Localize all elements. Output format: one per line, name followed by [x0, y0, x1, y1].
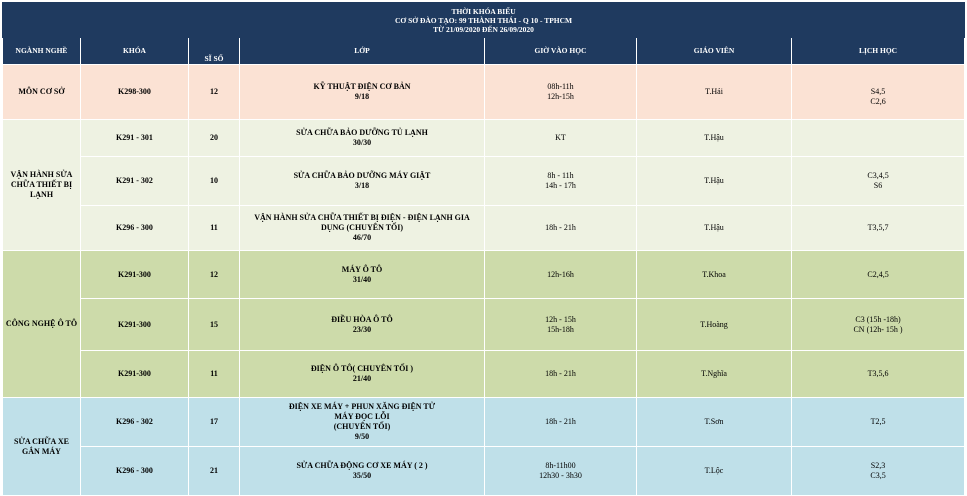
lich-hoc-cell-line: T2,5: [870, 417, 886, 426]
khoa-cell: K298-300: [81, 65, 189, 120]
lich-hoc-cell: [792, 351, 965, 398]
gio-cell-line: 12h-15h: [547, 92, 574, 101]
lop-cell-line: SỬA CHỮA BẢO DƯỠNG TỦ LẠNH: [296, 128, 428, 137]
gio-cell: [485, 351, 637, 398]
si-so-cell: 12: [189, 65, 240, 120]
si-so-cell: 21: [189, 447, 240, 496]
title-line-1: THỜI KHÓA BIỂU: [451, 6, 516, 16]
si-so-cell: 11: [189, 206, 240, 251]
gio-cell: [485, 299, 637, 351]
giao-vien-cell: T.Lộc: [637, 447, 792, 496]
table-row: [3, 398, 965, 447]
khoa-cell: K296 - 302: [81, 398, 189, 447]
lop-cell: [240, 206, 485, 251]
title-line-2: CƠ SỞ ĐÀO TẠO: 99 THÀNH THÁI - Q 10 - TPHCM: [394, 15, 573, 25]
khoa-cell: K291 - 302: [81, 157, 189, 206]
lop-cell-line: ĐIỆN XE MÁY + PHUN XĂNG ĐIỆN TỬ: [288, 402, 436, 411]
khoa-cell: K291-300: [81, 351, 189, 398]
giao-vien-cell: T.Nghĩa: [637, 351, 792, 398]
gio-cell-line: 12h-16h: [547, 269, 574, 279]
header-lich-hoc: LỊCH HỌC: [792, 38, 965, 65]
gio-cell-line: 15h-18h: [547, 324, 574, 334]
lop-cell: [240, 65, 485, 120]
table-row: [3, 351, 965, 398]
gio-cell: [485, 447, 637, 496]
si-so-cell: 17: [189, 398, 240, 447]
timetable-sheet: [2, 2, 964, 493]
group-name-cell: CÔNG NGHỆ Ô TÔ: [3, 251, 81, 398]
header-row: [3, 38, 965, 65]
lop-cell: [240, 351, 485, 398]
lop-cell: [240, 398, 485, 447]
lop-cell-line: ĐIỆN Ô TÔ( CHUYÊN TỐI ): [310, 364, 414, 373]
gio-cell: [485, 398, 637, 447]
khoa-cell: K291-300: [81, 251, 189, 299]
lich-hoc-cell: [792, 120, 965, 157]
title-row: [3, 3, 965, 38]
lop-cell-line: MÁY ĐỌC LỖI: [334, 412, 390, 421]
giao-vien-cell: T.Khoa: [637, 251, 792, 299]
lich-hoc-cell: [792, 299, 965, 351]
lich-hoc-cell-line: S2,3: [870, 461, 886, 470]
lop-cell-line: MÁY Ô TÔ: [341, 264, 383, 274]
lop-cell-line: KỸ THUẬT ĐIỆN CƠ BẢN: [313, 82, 411, 91]
gio-cell-line: 18h - 21h: [545, 369, 576, 378]
lop-cell: [240, 120, 485, 157]
lop-cell-line: 31/40: [352, 274, 372, 284]
gio-cell: [485, 251, 637, 299]
lich-hoc-cell: [792, 447, 965, 496]
lop-cell-line: 23/30: [352, 324, 372, 334]
si-so-cell: 15: [189, 299, 240, 351]
lop-cell-line: DỤNG (CHUYÊN TỐI): [320, 223, 404, 232]
table-row: [3, 206, 965, 251]
lop-cell-line: SỬA CHỮA ĐỘNG CƠ XE MÁY ( 2 ): [296, 461, 428, 470]
lich-hoc-cell-line: CN (12h- 15h ): [853, 324, 903, 334]
lop-cell-line: SỬA CHỮA BẢO DƯỠNG MÁY GIẶT: [293, 171, 431, 180]
khoa-cell: K291 - 301: [81, 120, 189, 157]
giao-vien-cell: T.Hoàng: [637, 299, 792, 351]
lop-cell-line: 9/50: [354, 432, 370, 441]
header-gio-vao-hoc: GIỜ VÀO HỌC: [485, 38, 637, 65]
si-so-cell: 12: [189, 251, 240, 299]
khoa-cell: K296 - 300: [81, 447, 189, 496]
lich-hoc-cell-line: T3,5,7: [867, 223, 889, 232]
lich-hoc-cell-line: S6: [873, 181, 883, 190]
lich-hoc-cell-line: C3,4,5: [867, 171, 889, 180]
giao-vien-cell: T.Hậu: [637, 120, 792, 157]
header-khoa: KHÓA: [81, 38, 189, 65]
lich-hoc-cell: [792, 157, 965, 206]
lop-cell-line: 21/40: [352, 374, 372, 383]
gio-cell: [485, 120, 637, 157]
gio-cell: [485, 206, 637, 251]
group-name-cell: MÔN CƠ SỞ: [3, 65, 81, 120]
lop-cell-line: ĐIỀU HÒA Ô TÔ: [331, 314, 393, 324]
gio-cell-line: 18h - 21h: [545, 417, 576, 426]
lich-hoc-cell: [792, 398, 965, 447]
gio-cell-line: 8h - 11h: [547, 171, 574, 180]
header-lop: LỚP: [240, 38, 485, 65]
lich-hoc-cell: [792, 251, 965, 299]
giao-vien-cell: T.Sơn: [637, 398, 792, 447]
table-row: [3, 299, 965, 351]
lop-cell-line: 35/50: [352, 471, 372, 480]
si-so-cell: 11: [189, 351, 240, 398]
lich-hoc-cell-line: C2,6: [870, 96, 886, 106]
lich-hoc-cell-line: C2,4,5: [867, 269, 889, 279]
lop-cell-line: 30/30: [352, 138, 372, 147]
lich-hoc-cell: [792, 206, 965, 251]
lop-cell-line: 9/18: [354, 92, 370, 101]
lich-hoc-cell-line: C3,5: [870, 471, 886, 480]
group-name-cell: SỬA CHỮA XE GẮN MÁY: [3, 398, 81, 496]
lop-cell: [240, 299, 485, 351]
lop-cell-line: 3/18: [354, 181, 370, 190]
gio-cell-line: 12h30 - 3h30: [539, 471, 582, 480]
gio-cell: [485, 157, 637, 206]
gio-cell-line: 12h - 15h: [545, 314, 576, 324]
giao-vien-cell: T.Hải: [637, 65, 792, 120]
lop-cell: [240, 251, 485, 299]
si-so-cell: 20: [189, 120, 240, 157]
lop-cell: [240, 157, 485, 206]
table-row: [3, 65, 965, 120]
khoa-cell: K291-300: [81, 299, 189, 351]
lop-cell-line: (CHUYÊN TỐI): [333, 422, 391, 431]
table-row: [3, 251, 965, 299]
lich-hoc-cell-line: S4,5: [870, 86, 886, 96]
giao-vien-cell: T.Hậu: [637, 206, 792, 251]
khoa-cell: K296 - 300: [81, 206, 189, 251]
title-line-3: TỪ 21/09/2020 ĐẾN 26/09/2020: [433, 24, 534, 34]
table-row: [3, 157, 965, 206]
gio-cell-line: KT: [555, 133, 566, 142]
lich-hoc-cell-line: C3 (15h -18h): [855, 314, 901, 324]
gio-cell-line: 14h - 17h: [545, 181, 576, 190]
si-so-cell: 10: [189, 157, 240, 206]
header-si-so: SĨ SỐ: [189, 38, 240, 65]
gio-cell-line: 18h - 21h: [545, 223, 576, 232]
table-row: [3, 120, 965, 157]
group-name-cell: VẬN HÀNH SỬA CHỮA THIẾT BỊ LẠNH: [3, 120, 81, 251]
giao-vien-cell: T.Hậu: [637, 157, 792, 206]
table-row: [3, 447, 965, 496]
lich-hoc-cell: [792, 65, 965, 120]
lop-cell-line: 46/70: [352, 233, 372, 242]
lich-hoc-cell-line: T3,5,6: [867, 369, 889, 378]
header-nganh-nghe: NGÀNH NGHỀ: [3, 38, 81, 65]
timetable: [2, 2, 965, 496]
lop-cell-line: VẬN HÀNH SỬA CHỮA THIẾT BỊ ĐIỆN - ĐIỆN LẠNH GIA: [254, 213, 470, 222]
header-giao-vien: GIÁO VIÊN: [637, 38, 792, 65]
timetable-title: [3, 3, 965, 38]
gio-cell-line: 8h-11h00: [545, 461, 576, 470]
lop-cell: [240, 447, 485, 496]
gio-cell-line: 08h-11h: [547, 82, 574, 91]
gio-cell: [485, 65, 637, 120]
